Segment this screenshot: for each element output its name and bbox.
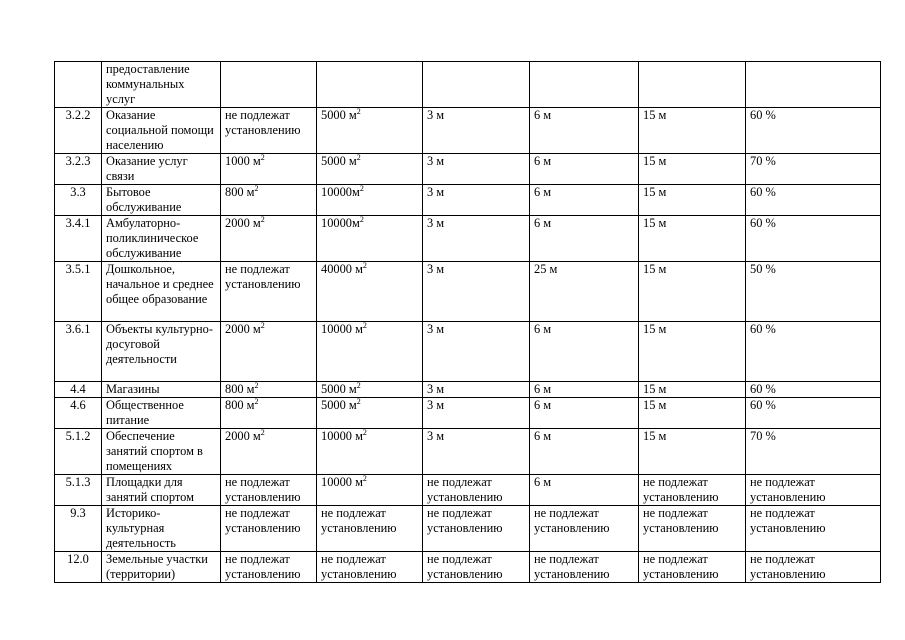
row-name: Историко-культурная деятельность [102,506,221,552]
row-value-5: 15 м [639,322,746,382]
row-value-6: 70 % [746,154,881,185]
row-value-1: 800 $м^2$ [221,185,317,216]
row-value-3: 3 м [423,262,530,322]
row-value-1: 2000 $м^2$ [221,322,317,382]
row-value-5: 15 м [639,185,746,216]
row-value-1: 1000 $м^2$ [221,154,317,185]
row-code: 4.4 [55,382,102,398]
row-code: 9.3 [55,506,102,552]
row-name: Площадки для занятий спортом [102,475,221,506]
table-body [55,62,881,583]
table-row [55,216,881,262]
row-value-6: 60 % [746,185,881,216]
row-code: 3.2.2 [55,108,102,154]
row-value-6: 60 % [746,398,881,429]
row-value-5: не подлежат установлению [639,552,746,583]
row-value-6: 60 % [746,322,881,382]
row-code: 3.5.1 [55,262,102,322]
row-value-5: не подлежат установлению [639,506,746,552]
row-code: 4.6 [55,398,102,429]
row-code [55,62,102,108]
row-value-3: 3 м [423,382,530,398]
table-row [55,262,881,322]
row-value-4: 6 м [530,382,639,398]
table-row [55,322,881,382]
row-value-5: 15 м [639,382,746,398]
row-name: Дошкольное, начальное и среднее общее образование [102,262,221,322]
row-value-5: 15 м [639,429,746,475]
table-row [55,382,881,398]
zoning-parameters-table [54,61,881,583]
row-value-3: 3 м [423,322,530,382]
row-value-2: 10000 $м^2$ [317,475,423,506]
row-value-3: 3 м [423,108,530,154]
row-name: предоставление коммунальных услуг [102,62,221,108]
row-code: 3.3 [55,185,102,216]
row-value-1: 2000 $м^2$ [221,429,317,475]
row-code: 5.1.2 [55,429,102,475]
row-value-4: 6 м [530,429,639,475]
row-value-3: 3 м [423,398,530,429]
row-value-6: не подлежат установлению [746,475,881,506]
row-value-5: 15 м [639,216,746,262]
row-name: Бытовое обслуживание [102,185,221,216]
row-value-3: не подлежат установлению [423,552,530,583]
row-name: Оказание социальной помощи населению [102,108,221,154]
row-value-1 [221,62,317,108]
row-value-3: 3 м [423,154,530,185]
row-code: 3.4.1 [55,216,102,262]
row-code: 5.1.3 [55,475,102,506]
row-value-4: 6 м [530,185,639,216]
row-value-4: 6 м [530,108,639,154]
row-value-4: 25 м [530,262,639,322]
table-row [55,552,881,583]
row-value-2: $10000м^2$ [317,216,423,262]
row-value-3: 3 м [423,216,530,262]
row-value-2: 40000 $м^2$ [317,262,423,322]
table-row [55,185,881,216]
row-value-4: 6 м [530,154,639,185]
row-name: Земельные участки (территории) [102,552,221,583]
table-row [55,154,881,185]
table-row [55,429,881,475]
row-value-6: 60 % [746,382,881,398]
row-value-2: 5000 $м^2$ [317,382,423,398]
row-value-6: не подлежат установлению [746,552,881,583]
row-value-6: 70 % [746,429,881,475]
row-value-3 [423,62,530,108]
row-name: Оказание услуг связи [102,154,221,185]
table-row [55,108,881,154]
row-value-5: 15 м [639,154,746,185]
row-value-5: 15 м [639,262,746,322]
row-value-4: не подлежат установлению [530,552,639,583]
row-value-4: 6 м [530,398,639,429]
row-value-2: не подлежат установлению [317,506,423,552]
table-row [55,398,881,429]
row-value-6: 60 % [746,216,881,262]
row-value-3: не подлежат установлению [423,506,530,552]
row-value-2: $10000м^2$ [317,185,423,216]
row-value-4: 6 м [530,216,639,262]
table-row [55,506,881,552]
row-value-1: 800 $м^2$ [221,398,317,429]
row-value-4: не подлежат установлению [530,506,639,552]
row-value-4: 6 м [530,475,639,506]
row-value-2: 10000 $м^2$ [317,322,423,382]
row-value-6: 60 % [746,108,881,154]
row-value-5: не подлежат установлению [639,475,746,506]
row-value-2: не подлежат установлению [317,552,423,583]
row-value-2: 5000 $м^2$ [317,108,423,154]
row-value-1: не подлежат установлению [221,262,317,322]
row-value-1: 2000 $м^2$ [221,216,317,262]
row-value-6: 50 % [746,262,881,322]
table-row [55,475,881,506]
row-value-5: 15 м [639,108,746,154]
row-value-1: не подлежат установлению [221,506,317,552]
row-value-1: не подлежат установлению [221,552,317,583]
row-value-1: 800 $м^2$ [221,382,317,398]
row-value-3: 3 м [423,185,530,216]
row-value-1: не подлежат установлению [221,475,317,506]
row-name: Общественное питание [102,398,221,429]
row-value-2: 5000 $м^2$ [317,154,423,185]
row-value-4 [530,62,639,108]
row-value-4: 6 м [530,322,639,382]
row-value-3: не подлежат установлению [423,475,530,506]
row-code: 12.0 [55,552,102,583]
row-value-2 [317,62,423,108]
row-value-6: не подлежат установлению [746,506,881,552]
row-value-3: 3 м [423,429,530,475]
row-value-5: 15 м [639,398,746,429]
row-code: 3.6.1 [55,322,102,382]
table-row [55,62,881,108]
row-value-6 [746,62,881,108]
row-value-5 [639,62,746,108]
row-value-2: 5000 $м^2$ [317,398,423,429]
row-name: Амбулаторно-поликлиническое обслуживание [102,216,221,262]
row-name: Объекты культурно-досуговой деятельности [102,322,221,382]
row-name: Обеспечение занятий спортом в помещениях [102,429,221,475]
row-name: Магазины [102,382,221,398]
row-value-2: 10000 $м^2$ [317,429,423,475]
row-value-1: не подлежат установлению [221,108,317,154]
row-code: 3.2.3 [55,154,102,185]
